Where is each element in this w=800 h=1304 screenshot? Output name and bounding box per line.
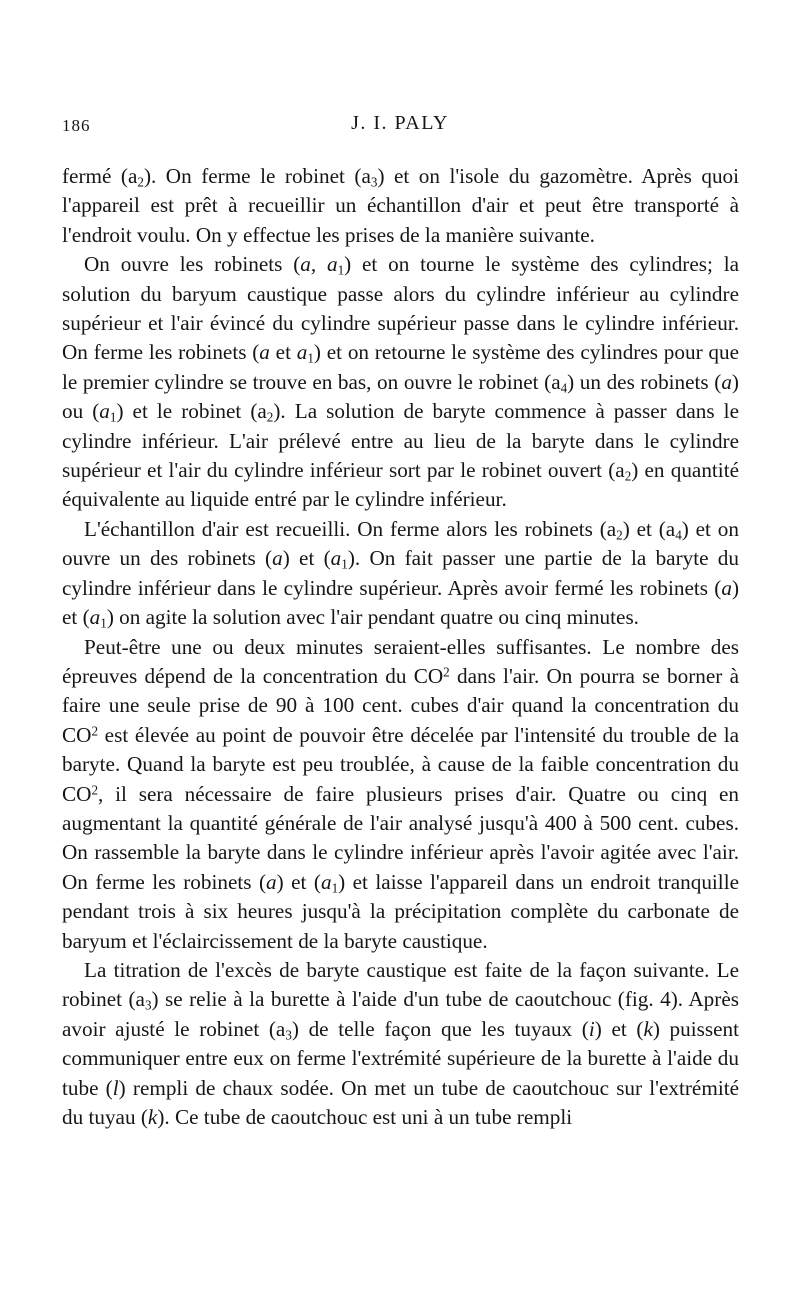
paragraph-4: Peut-être une ou deux minutes seraient-elles suffisantes. Le nombre des épreuves dépend de la concentration du $CO^2$ dans l'air. On pourra se borner à faire une seule prise de 90 à 100 cent. cubes d'air quand la concentration du $CO^2$ est élevée au point de pouvoir être décelée par l'intensité du trouble de la baryte. Quand la baryte est peu troublée, à cause de la faible concentration du $CO^2$, il sera nécessaire de faire plusieurs prises d'air. Quatre ou cinq en augmentant la quantité générale de l'air analysé jusqu'à 400 à 500 cent. cubes. On rassemble la baryte dans le cylindre inférieur après l'avoir agitée avec l'air. On ferme les robinets (a) et $(a_1)$ et laisse l'appareil dans un endroit tranquille pendant trois à six heures jusqu'à la précipitation complète du carbonate de baryum et l'éclaircissement de la baryte caustique. — [62, 634, 740, 953]
paragraph-5: La titration de l'excès de baryte caustique est faite de la façon suivante. Le robinet $(a_3)$ se relie à la burette à l'aide d'un tube de caoutchouc (fig. 4). Après avoir ajusté le robinet $(a_3)$ de telle façon que les tuyaux (i) et (k) puissent communiquer entre eux on ferme l'extrémité supérieure de la burette à l'aide du tube (l) rempli de chaux sodée. On met un tube de caoutchouc sur l'extrémité du tuyau (k). Ce tube de caoutchouc est uni à un tube rempli — [62, 957, 739, 1129]
running-head: J. I. PALY — [351, 112, 449, 134]
paragraph-3: L'échantillon d'air est recueilli. On ferme alors les robinets $(a_2)$ et $(a_4)$ et on ouvre un des robinets (a) et $(a_1)$. On fait passer une partie de la baryte du cylindre inférieur dans le cylindre supérieur. Après avoir fermé les robinets (a) et $(a_1)$ on agite la solution avec l'air pendant quatre ou cinq minutes. — [62, 516, 739, 631]
paragraph-1: fermé $(a_2)$. On ferme le robinet $(a_3)$ et on l'isole du gazomètre. Après quoi l'appareil est prêt à recueillir un échantillon d'air et peut être transporté à l'endroit voulu. On y effectue les prises de la manière suivante. — [62, 164, 740, 247]
page-header — [62, 112, 738, 146]
paragraph-2: On ouvre les robinets (a, $a_1$) et on tourne le système des cylindres; la solution du baryum caustique passe alors du cylindre inférieur au cylindre supérieur et l'air évincé du cylindre supérieur passe dans le cylindre inférieur. On ferme les robinets (a et $a_1$) et on retourne le système des cylindres pour que le premier cylindre se trouve en bas, on ouvre le robinet $(a_4)$ un des robinets (a) ou $(a_1)$ et le robinet $(a_2)$. La solution de baryte commence à passer dans le cylindre inférieur. L'air prélevé entre au lieu de la baryte dans le cylindre supérieur et l'air du cylindre inférieur sort par le robinet ouvert $(a_2)$ en quantité équivalente au liquide entré par le cylindre inférieur. — [62, 252, 739, 512]
body-text — [62, 162, 739, 1132]
page-number: 186 — [62, 116, 91, 135]
